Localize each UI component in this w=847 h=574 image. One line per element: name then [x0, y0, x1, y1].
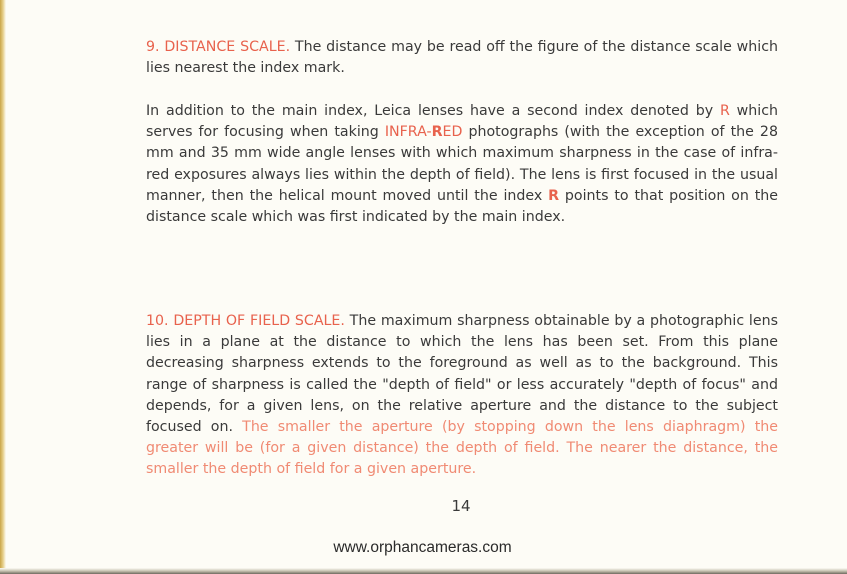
infrared-word — [385, 124, 463, 140]
infrared-r-symbol-2: R — [548, 187, 560, 204]
distance-scale-body: The distance may be read off the figure of the distance scale which lies nearest the index mark. — [146, 39, 779, 77]
infrared-text-1: In addition to the main index, Leica lenses have a second index denoted by — [146, 103, 720, 119]
page-edge-left — [0, 0, 6, 574]
infrared-text-2: which serves for focusing when taking — [146, 103, 779, 141]
infrared-r-symbol-1: R — [719, 103, 730, 119]
infrared-text-4: points to that position on the distance scale which was first indicated by the main index. — [146, 187, 779, 226]
page-edge-bottom — [0, 568, 847, 574]
page-number: 14 — [451, 497, 471, 515]
depth-of-field-paragraph — [146, 311, 778, 481]
section-depth-of-field — [146, 311, 778, 481]
section-distance-scale — [146, 37, 778, 79]
depth-of-field-body: The maximum sharpness obtainable by a photographic lens lies in a plane at the distance to which the lens has been set. From this plane decreasing sharpness extends to the foreground as well as to the background. This range of sharpness is called the "depth of field" or less accurately "depth of focus" and depends, for a given lens, on the relative aperture and the distance to the subject focused on. — [146, 313, 778, 436]
section-infrared-index — [146, 101, 778, 228]
website-watermark: www.orphancameras.com — [333, 539, 512, 556]
distance-scale-paragraph — [146, 37, 778, 79]
infrared-paragraph — [146, 101, 778, 228]
infrared-word-infra: INFRA- — [384, 124, 432, 141]
distance-scale-heading: 9. DISTANCE SCALE. — [146, 39, 291, 55]
infrared-word-ed: ED — [442, 124, 463, 141]
depth-of-field-heading: 10. DEPTH OF FIELD SCALE. — [146, 313, 345, 329]
infrared-word-r: R — [431, 124, 443, 141]
depth-of-field-red-text: The smaller the aperture (by stopping down the lens diaphragm) the greater will be (for a given distance) the depth of field. The nearer the distance, the smaller the depth of field for a given aperture. — [146, 419, 778, 478]
infrared-text-3: photographs (with the exception of the 28 mm and 35 mm wide angle lenses with which maximum sharpness in the case of infra-red exposures always lies within the depth of field). The lens is first focused in the usual manner, then the helical mount moved until the index — [146, 124, 778, 204]
